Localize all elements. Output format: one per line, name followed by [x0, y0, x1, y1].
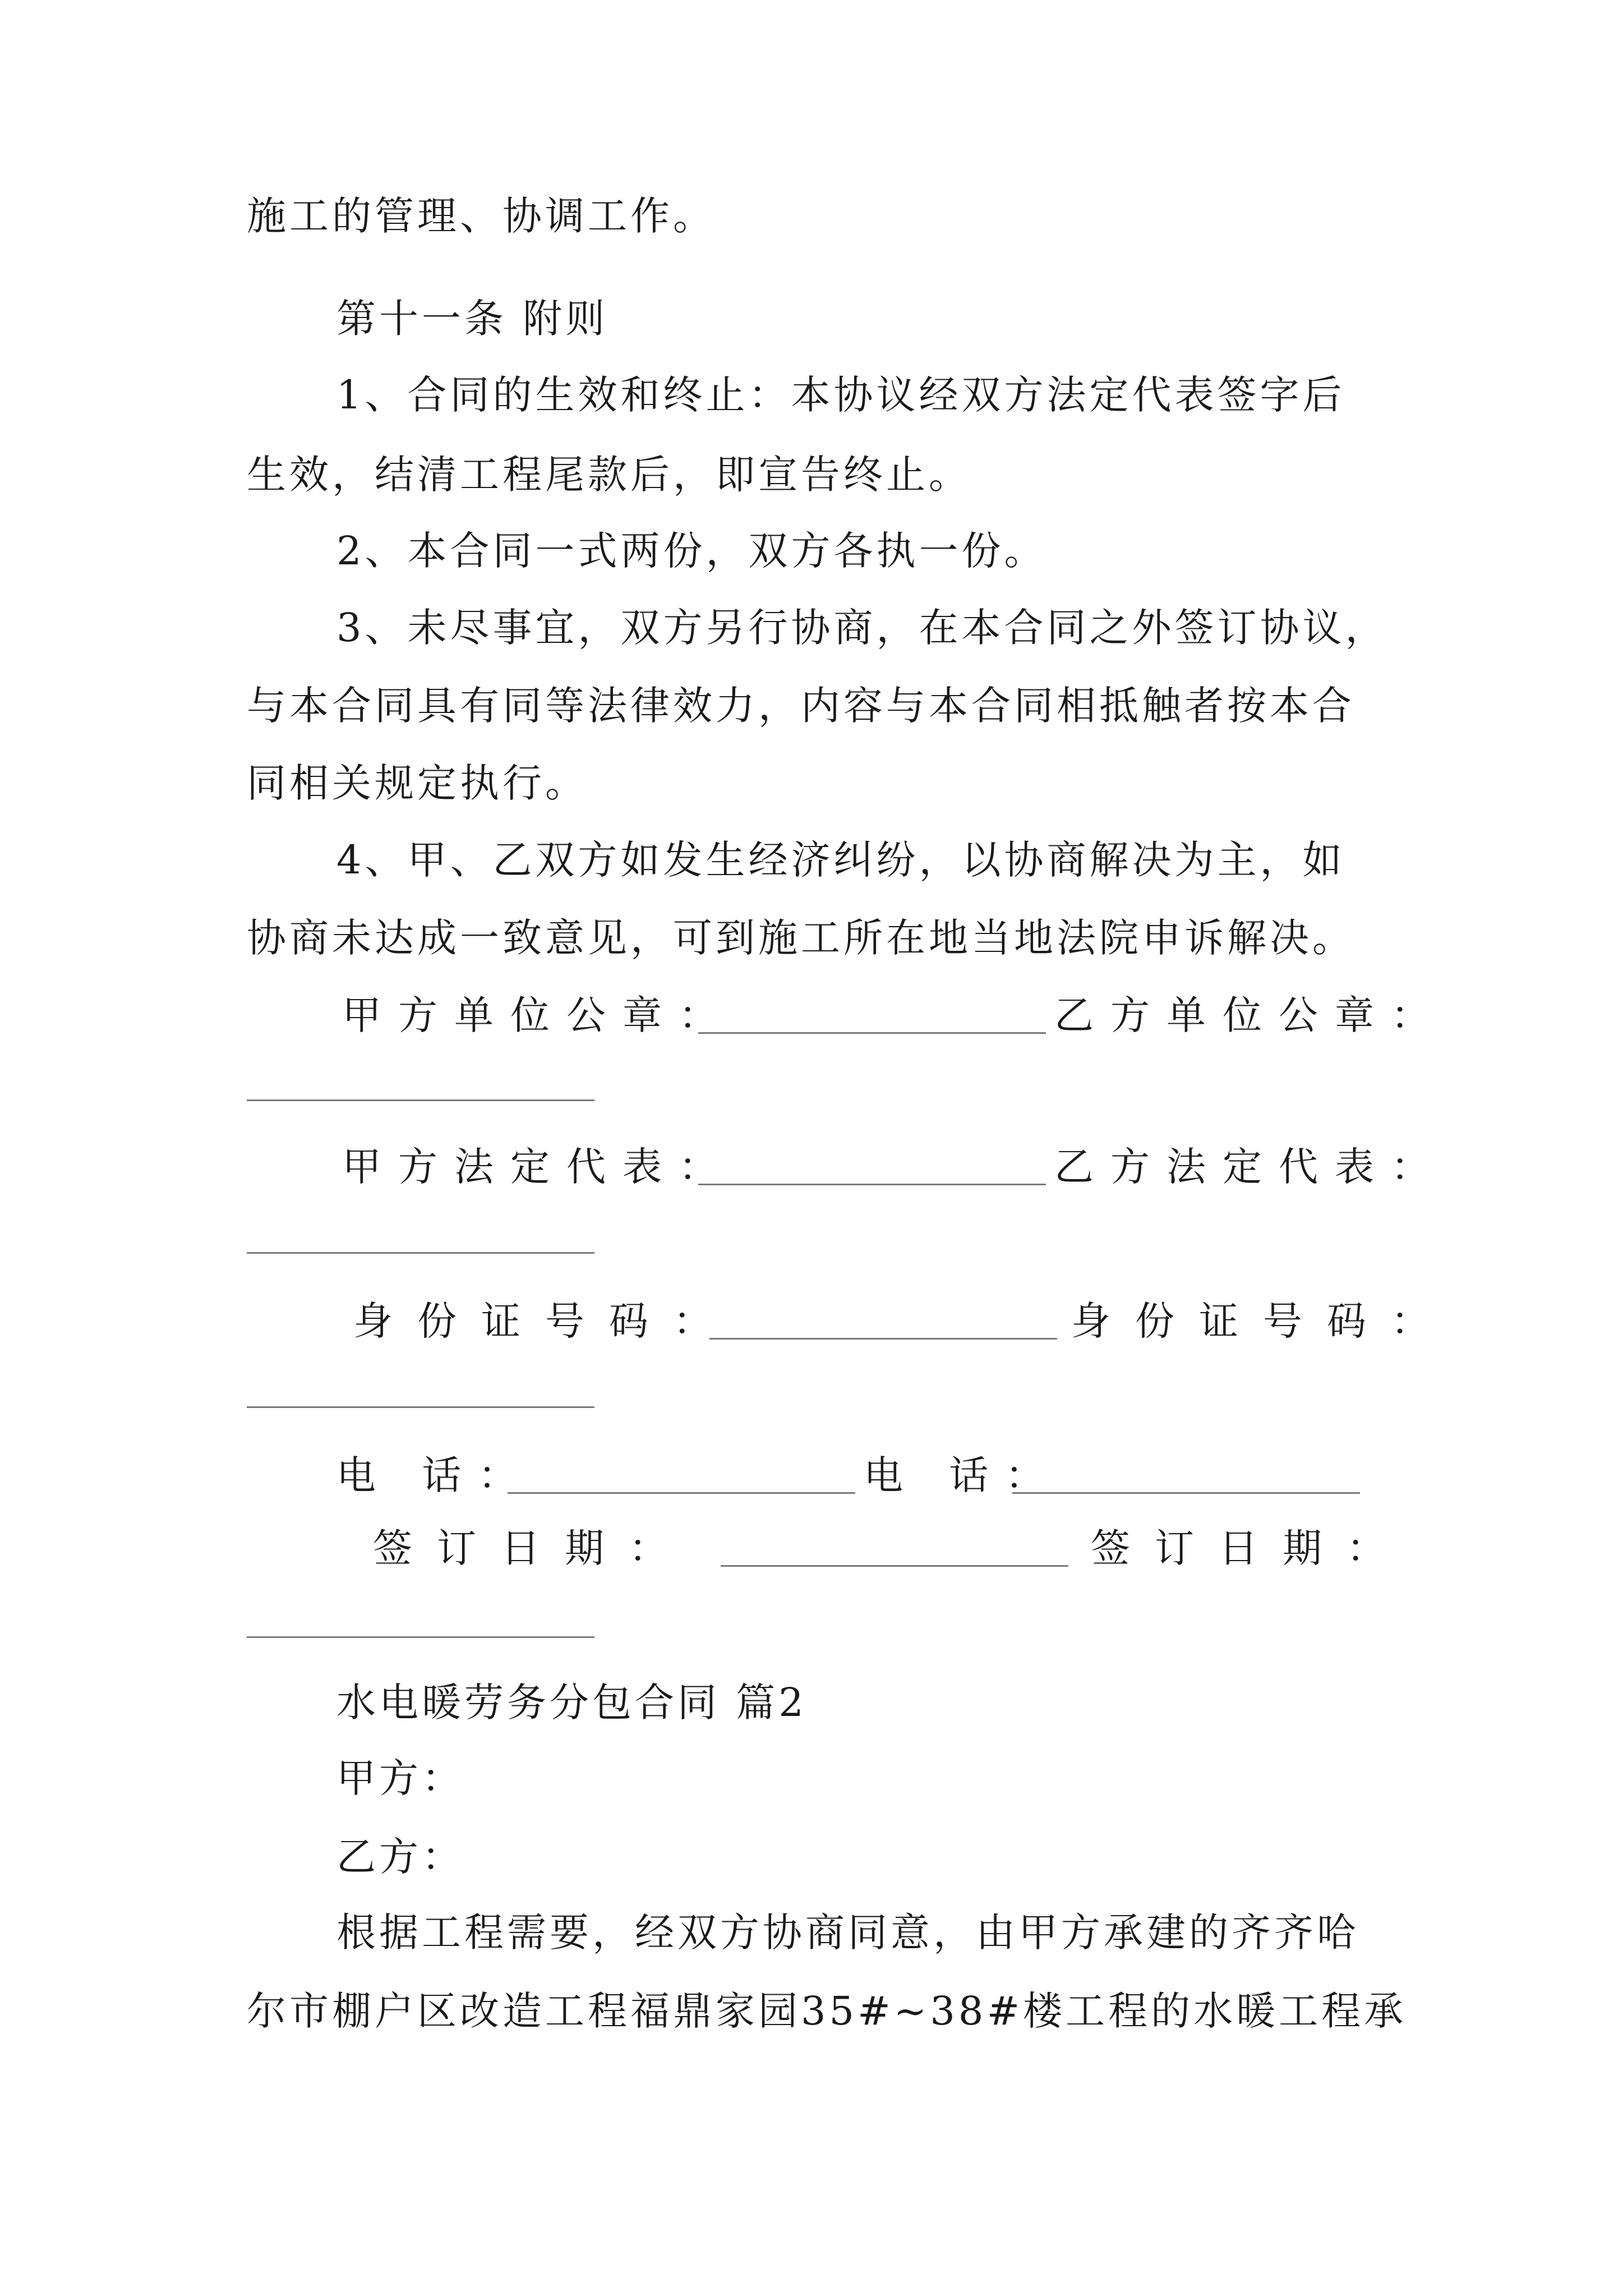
clause-1-line-2: 生效，结清工程尾款后，即宣告终止。: [247, 452, 971, 498]
intro-line-1: 根据工程需要，经双方协商同意，由甲方承建的齐齐哈: [336, 1910, 1359, 1955]
section-2-title: 水电暖劳务分包合同 篇2: [336, 1680, 807, 1726]
party-a-id-label: 身份证号码：: [353, 1298, 737, 1344]
party-b-id-blank: [247, 1406, 594, 1408]
party-b-seal-label: 乙方单位公章：: [1054, 992, 1447, 1038]
party-b-date-blank: [247, 1636, 594, 1638]
clause-4-line-2: 协商未达成一致意见，可到施工所在地当地法院申诉解决。: [247, 915, 1355, 961]
party-b-id-label: 身份证号码：: [1071, 1298, 1455, 1344]
party-a-id-blank: [709, 1338, 1057, 1340]
party-a-rep-label: 甲方法定代表：: [342, 1144, 735, 1190]
party-a-rep-blank: [698, 1184, 1046, 1185]
intro-line-2: 尔市棚户区改造工程福鼎家园35#~38#楼工程的水暖工程承: [247, 1988, 1407, 2034]
party-a-seal-blank: [698, 1032, 1046, 1034]
party-a-line: 甲方：: [336, 1755, 464, 1801]
party-b-seal-blank: [247, 1099, 594, 1101]
party-b-phone-label: 电 话：: [864, 1452, 1062, 1498]
party-b-date-label: 签订日期：: [1091, 1525, 1410, 1571]
party-b-rep-label: 乙方法定代表：: [1054, 1144, 1447, 1190]
party-b-phone-blank: [1012, 1492, 1360, 1494]
clause-4-line-1: 4、甲、乙双方如发生经济纠纷，以协商解决为主，如: [336, 837, 1345, 883]
article-heading: 第十一条 附则: [336, 296, 608, 342]
party-a-phone-blank: [508, 1492, 855, 1494]
party-b-rep-blank: [247, 1252, 594, 1254]
clause-1-line-1: 1、合同的生效和终止：本协议经双方法定代表签字后: [336, 372, 1345, 418]
party-a-seal-label: 甲方单位公章：: [342, 992, 735, 1038]
clause-3-line-2: 与本合同具有同等法律效力，内容与本合同相抵触者按本合: [247, 683, 1355, 729]
party-a-date-label: 签订日期：: [373, 1525, 693, 1571]
party-b-line: 乙方：: [336, 1834, 464, 1880]
clause-3-line-3: 同相关规定执行。: [247, 760, 588, 806]
clause-2: 2、本合同一式两份，双方各执一份。: [336, 528, 1047, 574]
party-a-date-blank: [721, 1565, 1068, 1567]
paragraph-continuation: 施工的管理、协调工作。: [247, 193, 716, 239]
party-a-phone-label: 电 话：: [336, 1452, 534, 1498]
clause-3-line-1: 3、未尽事宜，双方另行协商，在本合同之外签订协议，: [336, 605, 1388, 651]
